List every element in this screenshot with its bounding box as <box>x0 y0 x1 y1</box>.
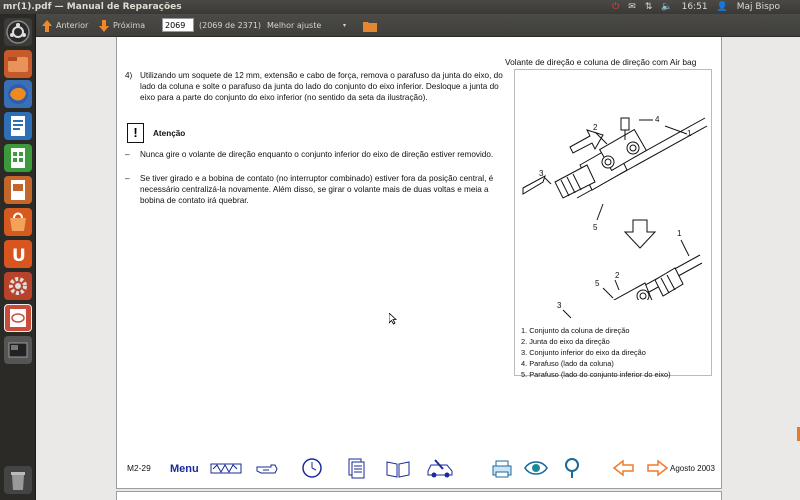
open-folder-button[interactable] <box>363 14 377 37</box>
clock[interactable]: 16:51 <box>681 2 708 12</box>
figure-title: Volante de direção e coluna de direção com Air bag <box>505 57 697 67</box>
warning-icon: ! <box>127 123 144 143</box>
top-panel <box>0 0 800 14</box>
menu-link[interactable]: Menu <box>170 463 199 475</box>
car-wrench-icon[interactable] <box>425 457 457 479</box>
warning-bullet: Nunca gire o volante de direção enquanto o conjunto inferior do eixo de direção estiver removido. <box>140 150 494 159</box>
steering-diagram <box>515 70 713 300</box>
printer-icon[interactable] <box>489 457 515 479</box>
pointing-hand-icon[interactable] <box>255 457 281 479</box>
next-page-arrow-icon[interactable] <box>644 457 670 479</box>
ubuntu-one-icon[interactable] <box>4 240 32 268</box>
volume-icon[interactable]: 🔈 <box>661 2 673 12</box>
pdf-page <box>116 37 722 489</box>
legend-item: 4. Parafuso (lado da coluna) <box>521 359 614 368</box>
callout-4: 4 <box>655 115 660 124</box>
callout-2: 2 <box>593 123 598 132</box>
callout-3-lower: 3 <box>557 301 562 310</box>
settings-icon[interactable] <box>4 272 32 300</box>
dash-home-icon[interactable] <box>4 18 32 46</box>
wiring-diagram-icon[interactable] <box>209 457 243 479</box>
svg-text:U: U <box>12 246 26 266</box>
zoom-label: Melhor ajuste <box>267 21 322 30</box>
callout-3: 3 <box>539 169 544 178</box>
warning-bullet: Se tiver girado e a bobina de contato (no interruptor combinado) estiver fora da posição central, é necessário centralizá-la novamente. Além disso, se girar o volante mais de duas voltas e meia a bobina de contato irá quebrar. <box>140 174 494 205</box>
next-label: Próxima <box>113 21 146 30</box>
mail-icon[interactable]: ✉ <box>628 2 636 12</box>
firefox-icon[interactable] <box>4 80 32 108</box>
warning-title: Atenção <box>153 129 186 138</box>
callout-2-lower: 2 <box>615 271 620 280</box>
document-area[interactable] <box>36 37 800 500</box>
legend-item: 2. Junta do eixo da direção <box>521 337 610 346</box>
user-name[interactable]: Maj Bispo <box>736 2 780 12</box>
page-number-input[interactable] <box>162 18 194 32</box>
user-icon: 👤 <box>716 2 728 12</box>
steering-illustration <box>514 69 712 379</box>
callout-5-lower: 5 <box>595 279 600 288</box>
dropdown-arrow-icon: ▾ <box>343 22 347 29</box>
workspaces-icon[interactable] <box>4 336 32 364</box>
arrow-down-icon <box>99 20 109 32</box>
clock-icon[interactable] <box>299 457 325 479</box>
folder-icon <box>363 20 377 32</box>
next-pdf-page <box>116 491 722 500</box>
network-icon[interactable]: ⇅ <box>644 2 653 12</box>
bullet-dash: – <box>125 150 130 159</box>
publication-date: Agosto 2003 <box>670 464 715 473</box>
legend-item: 5. Parafuso (lado do conjunto inferior do eixo) <box>521 370 671 379</box>
page-code: M2-29 <box>127 463 151 473</box>
previous-page-arrow-icon[interactable] <box>611 457 637 479</box>
mouse-cursor-icon <box>389 313 397 325</box>
arrow-up-icon <box>42 20 52 32</box>
previous-label: Anterior <box>56 21 89 30</box>
step-number: 4) <box>125 71 133 80</box>
files-icon[interactable] <box>4 50 32 78</box>
legend-item: 3. Conjunto inferior do eixo da direção <box>521 348 646 357</box>
zoom-select[interactable] <box>267 14 351 37</box>
page-count: (2069 de 2371) <box>199 21 262 30</box>
book-icon[interactable] <box>385 457 411 479</box>
calc-icon[interactable] <box>4 144 32 172</box>
next-page-button[interactable] <box>99 14 145 37</box>
documents-icon[interactable] <box>343 457 369 479</box>
power-alert-icon[interactable]: ⏻ <box>612 2 620 12</box>
previous-page-button[interactable] <box>42 14 88 37</box>
callout-5: 5 <box>593 223 598 232</box>
indicator-area <box>612 0 780 14</box>
eye-icon[interactable] <box>523 457 549 479</box>
document-viewer-icon[interactable] <box>4 304 32 332</box>
step-text: Utilizando um soquete de 12 mm, extensão e cabo de força, remova o parafuso da junta do eixo, do lado da coluna e solte o parafuso da junta do lado do conjunto do eixo inferior. Desloque a junta do eixo para a parte do conjunto do eixo inferior (no sentido da seta da ilustração). <box>140 71 503 102</box>
writer-icon[interactable] <box>4 112 32 140</box>
window-title: mr(1).pdf — Manual de Reparações <box>3 2 182 12</box>
callout-1-lower: 1 <box>677 229 682 238</box>
magnifier-icon[interactable] <box>559 457 585 479</box>
software-center-icon[interactable] <box>4 208 32 236</box>
bullet-dash: – <box>125 174 130 183</box>
launcher <box>0 14 36 500</box>
legend-item: 1. Conjunto da coluna de direção <box>521 326 630 335</box>
impress-icon[interactable] <box>4 176 32 204</box>
viewer-toolbar <box>36 14 800 37</box>
callout-1: 1 <box>687 129 692 138</box>
trash-icon[interactable] <box>4 466 32 494</box>
